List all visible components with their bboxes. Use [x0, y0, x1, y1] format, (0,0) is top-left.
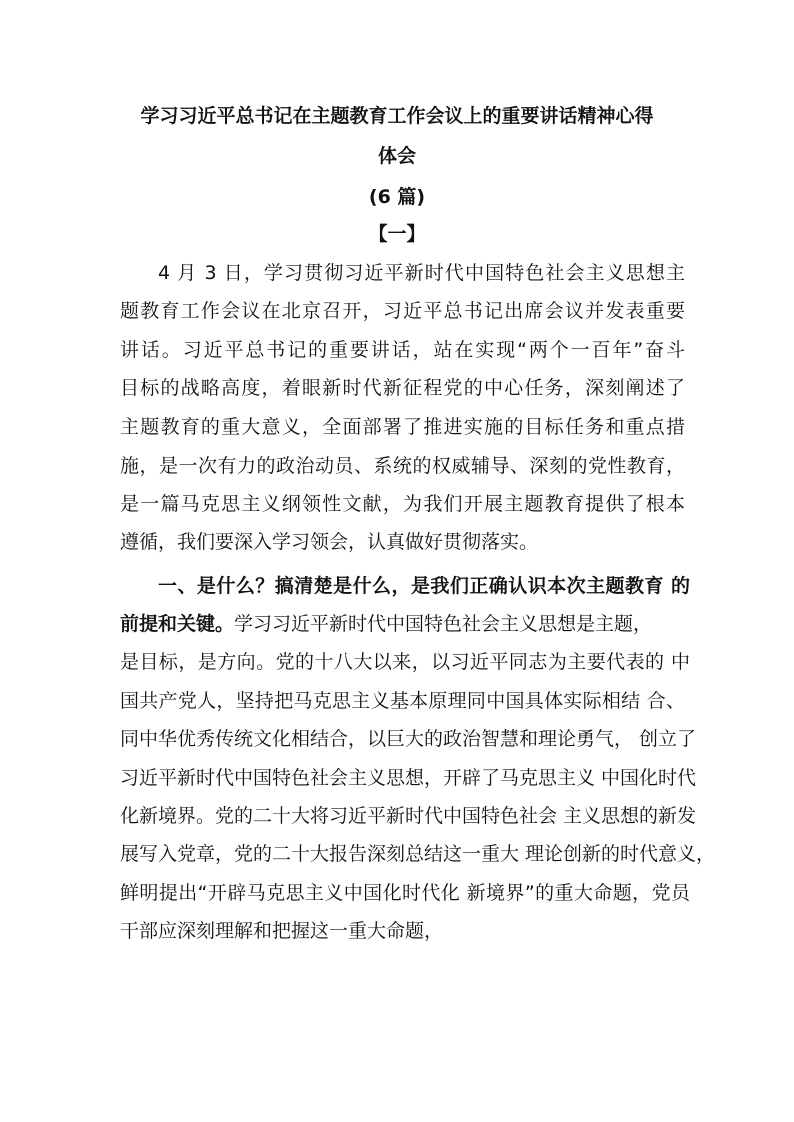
intro-line: 4 月 3 日，学习贯彻习近平新时代中国特色社会主义思想主	[158, 262, 685, 284]
section-line	[120, 612, 685, 636]
section-line: 同中华优秀传统文化相结合，以巨大的政治智慧和理论勇气， 创立了	[120, 728, 697, 750]
intro-line: 讲话。习近平总书记的重要讲话，站在实现“两个一百年”奋斗	[120, 339, 685, 361]
section-line: 化新境界。党的二十大将习近平新时代中国特色社会 主义思想的新发	[120, 805, 697, 827]
intro-line: 是一篇马克思主义纲领性文献，为我们开展主题教育提供了根本	[120, 493, 685, 515]
intro-line: 遵循，我们要深入学习领会，认真做好贯彻落实。	[120, 531, 539, 553]
section-line: 展写入党章，党的二十大报告深刻总结这一重大 理论创新的时代意义，	[120, 843, 716, 865]
document-title-line1: 学习习近平总书记在主题教育工作会议上的重要讲话精神心得	[140, 105, 654, 127]
section-marker: 【一】	[368, 223, 426, 245]
section-heading-end: 前提和关键。	[120, 613, 235, 635]
section-heading: 一、是什么？搞清楚是什么，是我们正确认识本次主题教育 的	[158, 575, 690, 597]
intro-line: 主题教育的重大意义，全面部署了推进实施的目标任务和重点措	[120, 416, 685, 438]
intro-line: 题教育工作会议在北京召开，习近平总书记出席会议并发表重要	[120, 300, 685, 322]
document-title-line2: 体会	[377, 145, 416, 167]
section-line: 鲜明提出“开辟马克思主义中国化时代化 新境界”的重大命题，党员	[120, 882, 690, 904]
section-line: 干部应深刻理解和把握这一重大命题，	[120, 920, 444, 942]
section-line: 是目标，是方向。党的十八大以来，以习近平同志为主要代表的 中	[120, 651, 690, 673]
intro-line: 施，是一次有力的政治动员、系统的权威辅导、深刻的党性教育，	[120, 455, 685, 477]
section-text: 学习习近平新时代中国特色社会主义思想是主题，	[234, 613, 653, 635]
section-line: 国共产党人，坚持把马克思主义基本原理同中国具体实际相结 合、	[120, 690, 685, 712]
article-count: (6 篇)	[368, 186, 426, 208]
intro-line: 目标的战略高度，着眼新时代新征程党的中心任务，深刻阐述了	[120, 377, 685, 399]
section-line: 习近平新时代中国特色社会主义思想，开辟了马克思主义 中国化时代	[120, 767, 697, 789]
